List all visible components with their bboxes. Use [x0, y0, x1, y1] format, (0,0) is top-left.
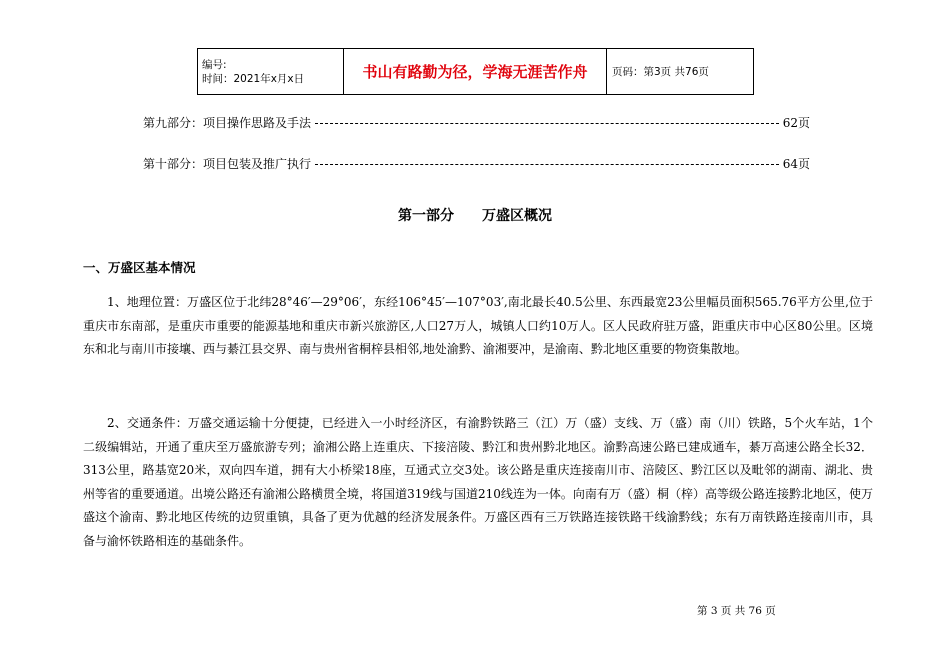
toc-entry-part-10[interactable] — [143, 155, 810, 172]
page-footer: 第 3 页 共 76 页 — [697, 605, 776, 617]
section-title — [0, 205, 950, 225]
subsection-title: 一、万盛区基本情况 — [83, 260, 196, 275]
toc-entry-label: 第九部分：项目操作思路及手法 — [143, 116, 312, 130]
header-meta — [198, 49, 344, 95]
header-number-label: 编号: — [202, 58, 227, 71]
toc-entry-part-9[interactable] — [143, 114, 810, 131]
toc-entry-page: 64页 — [782, 157, 810, 171]
toc-leader-dots — [315, 163, 779, 165]
paragraph-transport — [83, 412, 873, 553]
section-title-name: 万盛区概况 — [482, 208, 552, 224]
header-page-label: 页码：第3页 共76页 — [607, 49, 754, 95]
toc-entry-label: 第十部分：项目包装及推广执行 — [143, 157, 312, 171]
document-header — [197, 48, 754, 95]
header-time-label: 时间：2021年x月x日 — [202, 72, 305, 85]
paragraph-location-text: 1、地理位置：万盛区位于北纬28°46′—29°06′，东经106°45′—107°03′,南北最长40.5公里、东西最宽23公里幅员面积565.76平方公里,位于重庆市东南部，是重庆市重要的能源基地和重庆市新兴旅游区,人口27万人，城镇人口约10万人。区人民政府驻万盛，距重庆市中心区80公里。区境东和北与南川市接壤、西与綦江县交界、南与贵州省桐梓县相邻,地处渝黔、渝湘要冲，是渝南、黔北地区重要的物资集散地。 — [83, 295, 873, 356]
paragraph-location — [83, 291, 873, 362]
toc-entry-page: 62页 — [782, 116, 810, 130]
paragraph-transport-text: 2、交通条件：万盛交通运输十分便捷，已经进入一小时经济区，有渝黔铁路三（江）万（盛）支线、万（盛）南（川）铁路，5个火车站，1个二级编辑站，开通了重庆至万盛旅游专列；渝湘公路上连重庆、下接涪陵、黔江和贵州黔北地区。渝黔高速公路已建成通车，綦万高速公路全长32．313公里，路基宽20米，双向四车道，拥有大小桥梁18座，互通式立交3处。该公路是重庆连接南川市、涪陵区、黔江区以及毗邻的湖南、湖北、贵州等省的重要通道。出境公路还有渝湘公路横贯全境，将国道319线与国道210线连为一体。向南有万（盛）桐（梓）高等级公路连接黔北地区，使万盛这个渝南、黔北地区传统的边贸重镇，具备了更为优越的经济发展条件。万盛区西有三万铁路连接铁路干线渝黔线；东有万南铁路连接南川市，具备与渝怀铁路相连的基础条件。 — [83, 416, 873, 548]
header-motto: 书山有路勤为径，学海无涯苦作舟 — [344, 49, 607, 95]
section-title-part: 第一部分 — [398, 208, 454, 224]
toc-leader-dots — [315, 122, 779, 124]
